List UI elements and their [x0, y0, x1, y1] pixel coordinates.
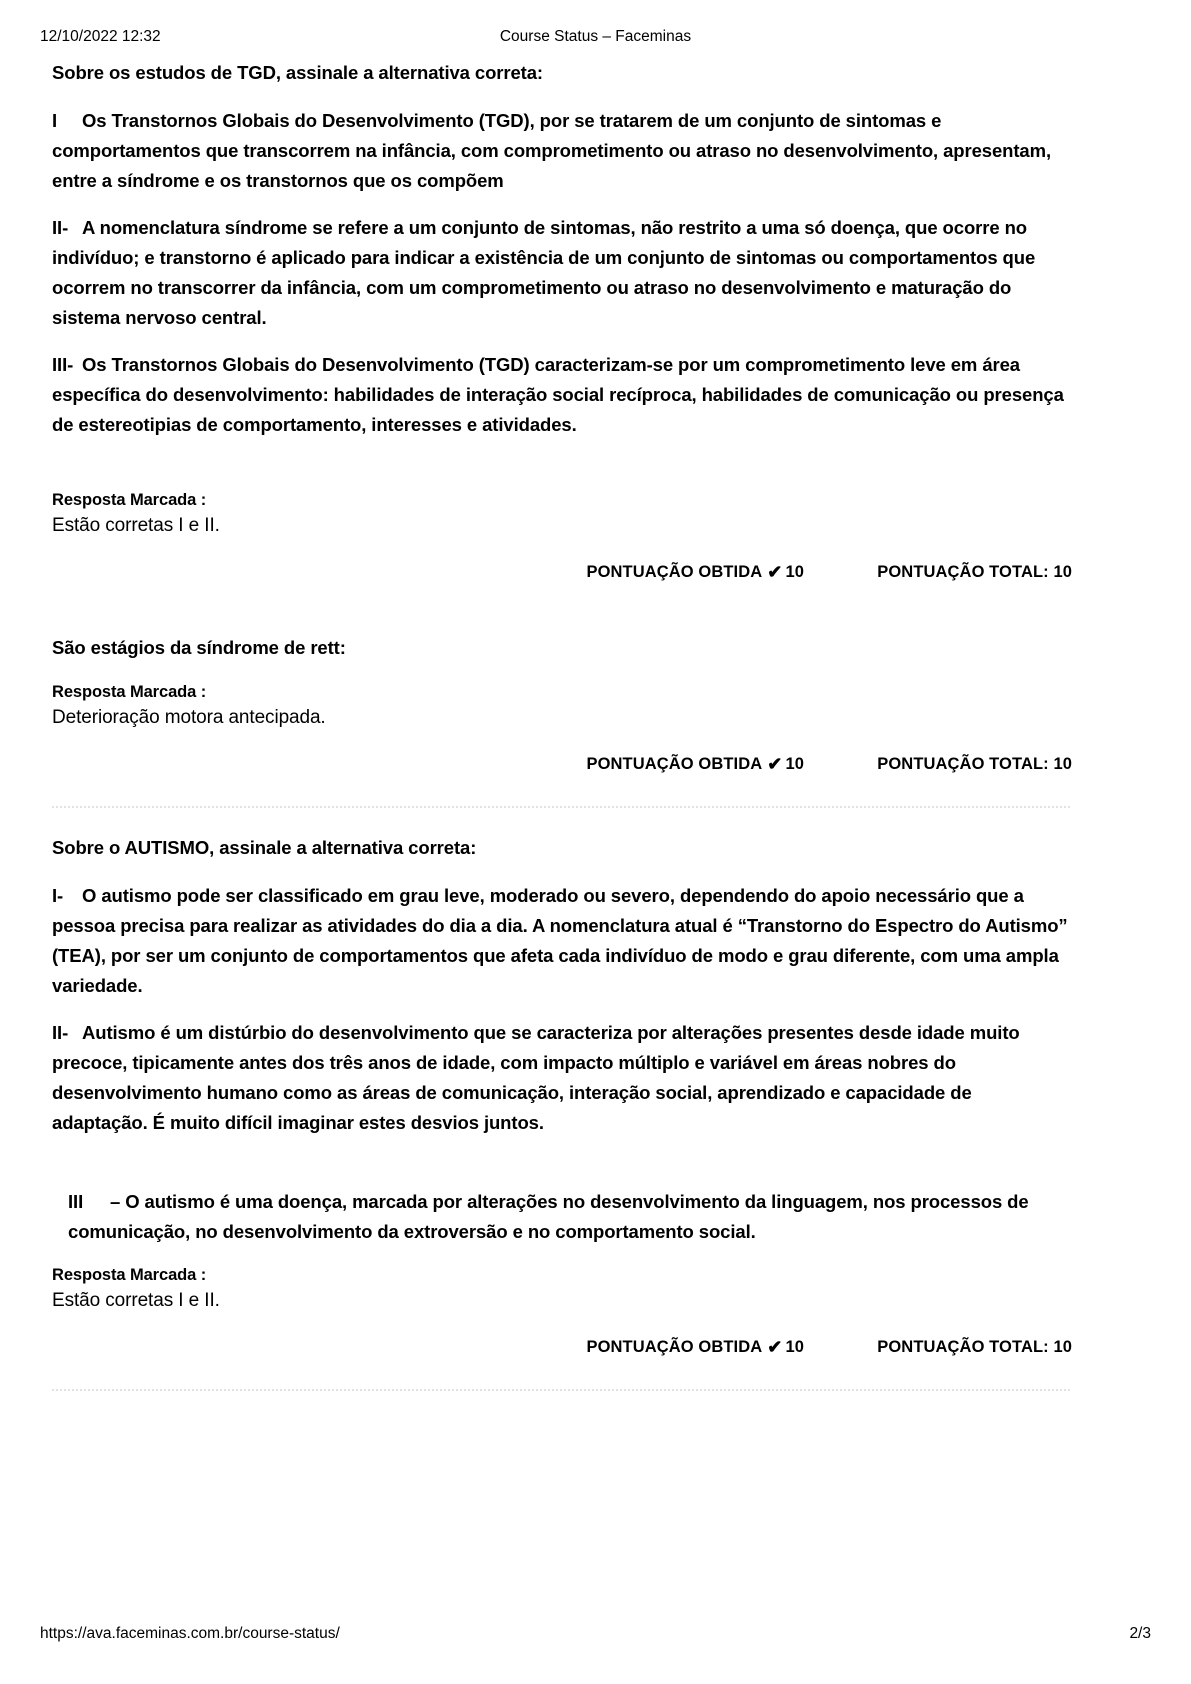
answer-marked-label: Resposta Marcada : [52, 1265, 207, 1284]
statement-text: Os Transtornos Globais do Desenvolvimento (TGD), por se tratarem de um conjunto de sintomas e comportamentos que transcorrem na infância, com comprometimento ou atraso no desenvolvimento, apresentam, entre a síndrome e os transtornos que os compõem [52, 110, 1052, 192]
statement-item [52, 350, 1072, 440]
print-header [0, 27, 1191, 47]
check-icon: ✔ [767, 754, 783, 775]
score-total-value: 10 [1053, 562, 1072, 581]
score-obtained-value: 10 [785, 755, 804, 774]
statement-item [52, 1187, 1072, 1247]
statement-marker: II- [52, 217, 69, 239]
statement-text: Autismo é um distúrbio do desenvolvimento que se caracteriza por alterações presentes desde idade muito precoce, tipicamente antes dos três anos de idade, com impacto múltiplo e variável em áreas nobres do desenvolvimento humano como as áreas de comunicação, interação social, aprendizado e capacidade de adaptação. É muito difícil imaginar estes desvios juntos. [52, 1022, 1020, 1134]
statement-text: Os Transtornos Globais do Desenvolvimento (TGD) caracterizam-se por um comprometimento leve em área específica do desenvolvimento: habilidades de interação social recíproca, habilidades de comunicação ou presença de estereotipias de comportamento, interesses e atividades. [52, 354, 1064, 435]
question-title: Sobre o AUTISMO, assinale a alternativa correta: [52, 837, 477, 859]
statement-marker: I [52, 110, 58, 132]
score-total-value: 10 [1053, 755, 1072, 774]
print-source-url: https://ava.faceminas.com.br/course-status/ [40, 1625, 340, 1642]
score-total-value: 10 [1053, 1337, 1072, 1356]
statement-marker: III [68, 1191, 84, 1213]
statement-marker: I- [52, 885, 64, 907]
score-total-label: PONTUAÇÃO TOTAL: [877, 562, 1049, 581]
print-date: 12/10/2022 12:32 [40, 28, 161, 45]
statement-item [52, 213, 1072, 333]
check-icon: ✔ [767, 1336, 783, 1357]
score-row [52, 1338, 1072, 1364]
score-obtained-value: 10 [785, 1337, 804, 1356]
question-title: São estágios da síndrome de rett: [52, 636, 346, 658]
score-total [877, 1338, 1072, 1357]
spacer [52, 809, 1072, 835]
score-total [877, 755, 1072, 774]
statement-text: A nomenclatura síndrome se refere a um conjunto de sintomas, não restrito a uma só doença, que ocorre no indivíduo; e transtorno é aplicado para indicar a existência de um conjunto de sintomas ou comportamentos que ocorrem no transcorrer da infância, com um comprometimento ou atraso no desenvolvimento e maturação do sistema nervoso central. [52, 217, 1036, 329]
score-row [52, 563, 1072, 589]
answer-marked-label: Resposta Marcada : [52, 490, 207, 509]
statement-text: O autismo pode ser classificado em grau leve, moderado ou severo, dependendo do apoio necessário que a pessoa precisa para realizar as atividades do dia a dia. A nomenclatura atual é “Transtorno do Espectro do Autismo” (TEA), por ser um conjunto de comportamentos que afeta cada indivíduo de modo e grau diferente, com uma ampla variedade. [52, 885, 1068, 997]
question-block [52, 635, 1072, 809]
score-obtained [586, 563, 804, 582]
statement-item [52, 106, 1072, 196]
print-document-title: Course Status – Faceminas [499, 28, 692, 45]
question-title: Sobre os estudos de TGD, assinale a alternativa correta: [52, 62, 543, 83]
print-page-number: 2/3 [1129, 1625, 1151, 1642]
answer-marked-value: Deterioração motora antecipada. [52, 707, 326, 729]
statement-item [52, 881, 1072, 1001]
statement-item [52, 1018, 1072, 1138]
score-obtained-label: PONTUAÇÃO OBTIDA [586, 562, 763, 581]
spacer [52, 1155, 1072, 1187]
answer-marked-label: Resposta Marcada : [52, 683, 207, 702]
score-obtained-label: PONTUAÇÃO OBTIDA [586, 755, 763, 774]
score-obtained-label: PONTUAÇÃO OBTIDA [586, 1337, 763, 1356]
question-block [52, 60, 1072, 589]
answer-marked-value: Estão corretas I e II. [52, 515, 220, 537]
section-divider [52, 1389, 1070, 1392]
print-footer [0, 1624, 1191, 1644]
question-block [52, 835, 1072, 1392]
spacer [52, 589, 1072, 635]
quiz-results-content [52, 60, 1072, 1392]
score-row [52, 755, 1072, 781]
score-total-label: PONTUAÇÃO TOTAL: [877, 1337, 1049, 1356]
score-obtained [586, 1338, 804, 1357]
spacer [52, 457, 1072, 489]
statement-marker: III- [52, 354, 74, 376]
statement-text: – O autismo é uma doença, marcada por alterações no desenvolvimento da linguagem, nos processos de comunicação, no desenvolvimento da extroversão e no comportamento social. [68, 1191, 1029, 1243]
score-total [877, 563, 1072, 582]
check-icon: ✔ [767, 561, 783, 582]
score-obtained-value: 10 [785, 562, 804, 581]
statement-marker: II- [52, 1022, 69, 1044]
score-total-label: PONTUAÇÃO TOTAL: [877, 755, 1049, 774]
answer-marked-value: Estão corretas I e II. [52, 1290, 220, 1312]
score-obtained [586, 755, 804, 774]
